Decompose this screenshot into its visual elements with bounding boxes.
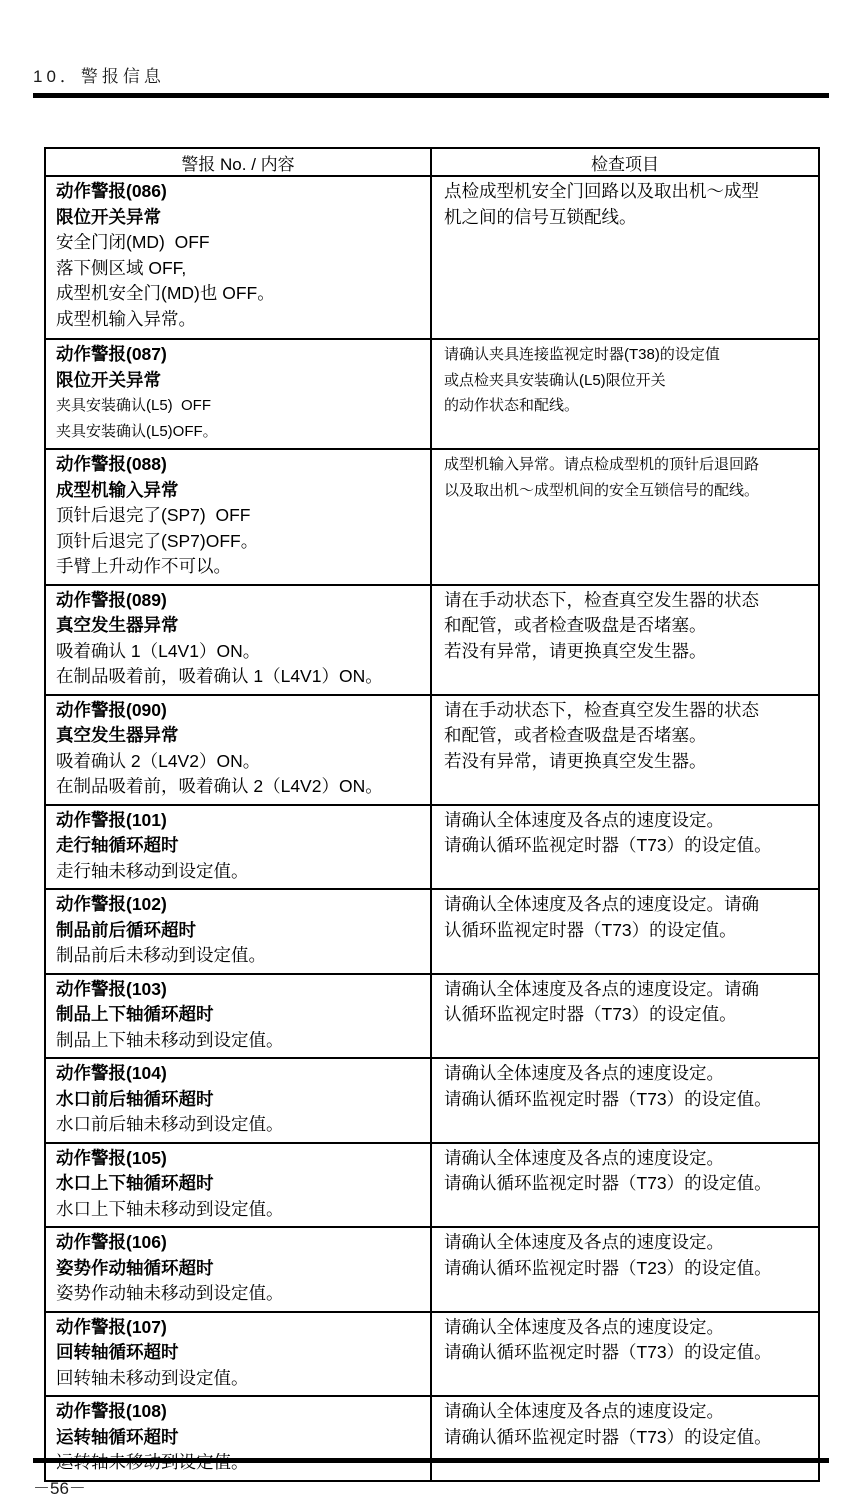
alarm-cell — [46, 806, 432, 889]
check-line: 请在手动状态下，检查真空发生器的状态 — [444, 699, 759, 720]
check-line: 以及取出机～成型机间的安全互锁信号的配线。 — [444, 481, 760, 499]
alarm-detail-line: 夹具安装确认(L5)OFF。 — [56, 422, 218, 440]
alarm-title: 动作警报(107) — [56, 1316, 167, 1337]
footer-rule — [33, 1458, 829, 1463]
alarm-title: 动作警报(087) — [56, 344, 167, 364]
table-row — [46, 1228, 818, 1313]
check-line: 或点检夹具安装确认(L5)限位开关 — [444, 371, 666, 389]
check-line: 请确认循环监视定时器（T73）的设定值。 — [444, 1342, 772, 1362]
alarm-title: 动作警报(086) — [56, 181, 167, 201]
check-line: 成型机输入异常。请点检成型机的顶针后退回路 — [444, 456, 760, 473]
check-line: 若没有异常，请更换真空发生器。 — [444, 750, 707, 771]
check-cell — [432, 586, 818, 694]
check-line: 和配管，或者检查吸盘是否堵塞。 — [444, 725, 707, 745]
alarm-title: 动作警报(088) — [56, 454, 167, 474]
check-line: 请确认全体速度及各点的速度设定。 — [444, 1232, 724, 1252]
check-line: 点检成型机安全门回路以及取出机～成型 — [444, 181, 759, 201]
check-cell — [432, 450, 818, 584]
alarm-detail-line: 吸着确认 2（L4V2）ON。 — [56, 750, 261, 771]
alarm-detail-line: 成型机输入异常。 — [56, 308, 196, 329]
alarm-detail-line: 走行轴未移动到设定值。 — [56, 860, 249, 881]
check-line: 的动作状态和配线。 — [444, 397, 580, 414]
check-line: 认循环监视定时器（T73）的设定值。 — [444, 919, 737, 940]
table-header-row — [46, 149, 818, 177]
alarm-title: 动作警报(101) — [56, 809, 167, 830]
table-row — [46, 450, 818, 586]
alarm-title: 动作警报(104) — [56, 1063, 167, 1083]
alarm-subtitle: 限位开关异常 — [56, 206, 161, 227]
alarm-detail-line: 吸着确认 1（L4V1）ON。 — [56, 640, 261, 661]
alarm-subtitle: 真空发生器异常 — [56, 725, 179, 745]
alarm-cell — [46, 1228, 432, 1311]
alarm-detail-line: 顶针后退完了(SP7) OFF — [56, 505, 251, 525]
check-cell — [432, 1059, 818, 1142]
page-number: －56－ — [33, 1479, 86, 1498]
table-row — [46, 696, 818, 806]
alarm-title: 动作警报(106) — [56, 1232, 167, 1252]
alarm-table — [44, 147, 820, 1482]
alarm-detail-line: 制品上下轴未移动到设定值。 — [56, 1029, 284, 1050]
check-line: 请确认循环监视定时器（T23）的设定值。 — [444, 1257, 772, 1278]
alarm-detail-line: 在制品吸着前，吸着确认 1（L4V1）ON。 — [56, 666, 383, 686]
check-line: 请确认夹具连接监视定时器(T38)的设定值 — [444, 346, 720, 363]
alarm-cell — [46, 340, 432, 448]
check-line: 请确认全体速度及各点的速度设定。 — [444, 809, 724, 830]
section-title: 10．警报信息 — [33, 67, 165, 86]
alarm-title: 动作警报(090) — [56, 699, 167, 720]
check-line: 请确认全体速度及各点的速度设定。 — [444, 1063, 724, 1083]
alarm-subtitle: 姿势作动轴循环超时 — [56, 1257, 214, 1278]
check-line: 和配管，或者检查吸盘是否堵塞。 — [444, 615, 707, 635]
table-row — [46, 975, 818, 1060]
alarm-detail-line: 姿势作动轴未移动到设定值。 — [56, 1283, 284, 1303]
col-header-alarm-no-content: 警报 No. / 内容 — [46, 149, 432, 175]
alarm-subtitle: 制品上下轴循环超时 — [56, 1004, 214, 1024]
alarm-detail-line: 水口前后轴未移动到设定值。 — [56, 1114, 284, 1134]
check-line: 请确认循环监视定时器（T73）的设定值。 — [444, 1088, 772, 1109]
alarm-subtitle: 水口上下轴循环超时 — [56, 1173, 214, 1193]
alarm-detail-line: 手臂上升动作不可以。 — [56, 556, 231, 576]
alarm-cell — [46, 890, 432, 973]
check-cell — [432, 975, 818, 1058]
alarm-cell — [46, 450, 432, 584]
table-row — [46, 1313, 818, 1398]
table-row — [46, 806, 818, 891]
alarm-subtitle: 成型机输入异常 — [56, 479, 179, 500]
check-cell — [432, 1228, 818, 1311]
alarm-detail-line: 落下侧区域 OFF, — [56, 257, 187, 278]
check-line: 请确认循环监视定时器（T73）的设定值。 — [444, 1173, 772, 1193]
alarm-detail-line: 回转轴未移动到设定值。 — [56, 1367, 249, 1388]
table-row — [46, 340, 818, 450]
alarm-subtitle: 限位开关异常 — [56, 369, 161, 390]
alarm-cell — [46, 1059, 432, 1142]
alarm-cell — [46, 177, 432, 338]
alarm-subtitle: 制品前后循环超时 — [56, 919, 196, 940]
alarm-cell — [46, 586, 432, 694]
header-rule — [33, 93, 829, 98]
alarm-detail-line: 制品前后未移动到设定值。 — [56, 945, 266, 965]
alarm-cell — [46, 1313, 432, 1396]
alarm-subtitle: 运转轴循环超时 — [56, 1426, 179, 1447]
alarm-detail-line: 安全门闭(MD) OFF — [56, 232, 210, 252]
check-cell — [432, 1144, 818, 1227]
check-line: 请在手动状态下，检查真空发生器的状态 — [444, 589, 759, 610]
table-row — [46, 1059, 818, 1144]
check-cell — [432, 890, 818, 973]
alarm-detail-line: 在制品吸着前，吸着确认 2（L4V2）ON。 — [56, 776, 383, 796]
check-line: 请确认全体速度及各点的速度设定。 — [444, 1401, 724, 1421]
alarm-subtitle: 水口前后轴循环超时 — [56, 1088, 214, 1109]
alarm-detail-line: 成型机安全门(MD)也 OFF。 — [56, 283, 275, 303]
alarm-title: 动作警报(108) — [56, 1401, 167, 1421]
alarm-subtitle: 回转轴循环超时 — [56, 1342, 179, 1362]
alarm-title: 动作警报(103) — [56, 978, 167, 999]
check-line: 请确认循环监视定时器（T73）的设定值。 — [444, 835, 772, 855]
check-line: 若没有异常，请更换真空发生器。 — [444, 640, 707, 661]
alarm-cell — [46, 1397, 432, 1480]
alarm-detail-line: 水口上下轴未移动到设定值。 — [56, 1198, 284, 1219]
check-cell — [432, 177, 818, 338]
check-cell — [432, 1397, 818, 1480]
table-row — [46, 177, 818, 340]
table-row — [46, 1397, 818, 1480]
alarm-subtitle: 真空发生器异常 — [56, 615, 179, 635]
check-line: 请确认全体速度及各点的速度设定。 — [444, 1316, 724, 1337]
check-line: 认循环监视定时器（T73）的设定值。 — [444, 1004, 737, 1024]
table-body — [46, 177, 818, 1480]
alarm-detail-line: 夹具安装确认(L5) OFF — [56, 397, 212, 414]
check-cell — [432, 696, 818, 804]
alarm-cell — [46, 1144, 432, 1227]
check-cell — [432, 806, 818, 889]
check-line: 请确认全体速度及各点的速度设定。请确 — [444, 894, 759, 914]
check-line: 机之间的信号互锁配线。 — [444, 206, 637, 227]
check-line: 请确认循环监视定时器（T73）的设定值。 — [444, 1426, 772, 1447]
check-cell — [432, 340, 818, 448]
table-row — [46, 890, 818, 975]
table-row — [46, 1144, 818, 1229]
check-cell — [432, 1313, 818, 1396]
table-row — [46, 586, 818, 696]
alarm-subtitle: 走行轴循环超时 — [56, 835, 179, 855]
check-line: 请确认全体速度及各点的速度设定。请确 — [444, 978, 759, 999]
col-header-check-items: 检查项目 — [591, 154, 659, 174]
check-line: 请确认全体速度及各点的速度设定。 — [444, 1147, 724, 1168]
alarm-detail-line: 顶针后退完了(SP7)OFF。 — [56, 530, 259, 551]
alarm-cell — [46, 975, 432, 1058]
alarm-title: 动作警报(105) — [56, 1147, 167, 1168]
alarm-title: 动作警报(102) — [56, 894, 167, 914]
alarm-cell — [46, 696, 432, 804]
alarm-title: 动作警报(089) — [56, 589, 167, 610]
